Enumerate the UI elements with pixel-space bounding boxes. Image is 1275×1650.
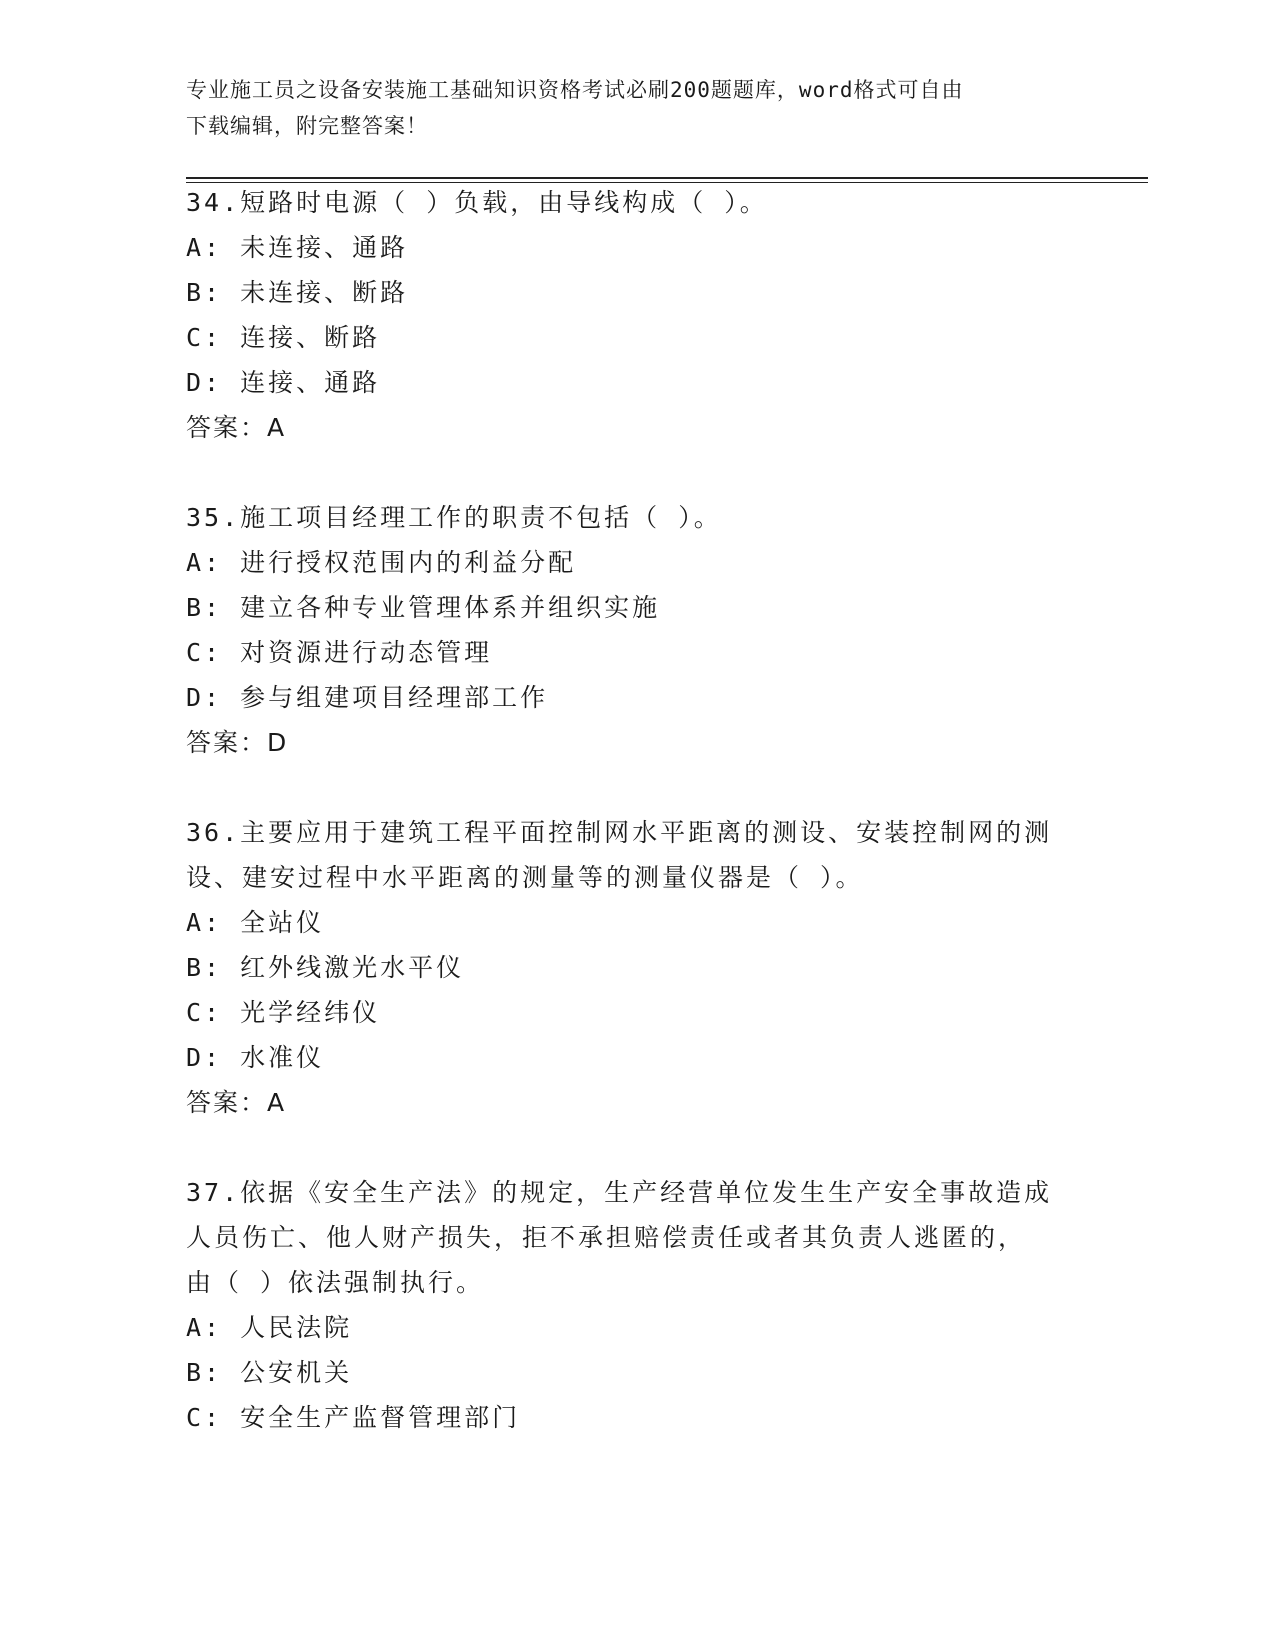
question-37: [186, 1170, 1066, 1440]
option-c: C: 安全生产监督管理部门: [186, 1403, 521, 1432]
option-c: C: 对资源进行动态管理: [186, 638, 493, 667]
question-stem-line-1: 37.依据《安全生产法》的规定，生产经营单位发生生产安全事故造成: [186, 1178, 1053, 1207]
question-stem-line-2: 设、建安过程中水平距离的测量等的测量仪器是（ ）。: [186, 863, 864, 892]
answer: 答案：A: [186, 1088, 287, 1117]
option-a: A: 未连接、通路: [186, 233, 409, 262]
question-36: [186, 810, 1066, 1125]
document-header: [186, 72, 1066, 144]
answer: 答案：D: [186, 728, 289, 757]
option-d: D: 水准仪: [186, 1043, 325, 1072]
question-stem-line-3: 由（ ）依法强制执行。: [186, 1268, 485, 1297]
option-d: D: 参与组建项目经理部工作: [186, 683, 549, 712]
question-stem-line-2: 人员伤亡、他人财产损失，拒不承担赔偿责任或者其负责人逃匿的，: [186, 1223, 1027, 1252]
option-c: C: 连接、断路: [186, 323, 381, 352]
header-line-2: 下载编辑，附完整答案！: [186, 114, 428, 138]
answer: 答案：A: [186, 413, 287, 442]
option-b: B: 建立各种专业管理体系并组织实施: [186, 593, 661, 622]
question-stem-line-1: 36.主要应用于建筑工程平面控制网水平距离的测设、安装控制网的测: [186, 818, 1053, 847]
option-b: B: 未连接、断路: [186, 278, 409, 307]
option-a: A: 全站仪: [186, 908, 325, 937]
option-d: D: 连接、通路: [186, 368, 381, 397]
option-b: B: 红外线激光水平仪: [186, 953, 465, 982]
question-stem: 35.施工项目经理工作的职责不包括（ ）。: [186, 503, 722, 532]
option-a: A: 人民法院: [186, 1313, 353, 1342]
header-line-1: 专业施工员之设备安装施工基础知识资格考试必刷200题题库，word格式可自由: [186, 78, 964, 102]
question-35: [186, 495, 1066, 765]
option-b: B: 公安机关: [186, 1358, 353, 1387]
question-stem: 34.短路时电源（ ）负载，由导线构成（ ）。: [186, 188, 768, 217]
option-a: A: 进行授权范围内的利益分配: [186, 548, 577, 577]
option-c: C: 光学经纬仪: [186, 998, 381, 1027]
question-34: [186, 180, 1066, 450]
